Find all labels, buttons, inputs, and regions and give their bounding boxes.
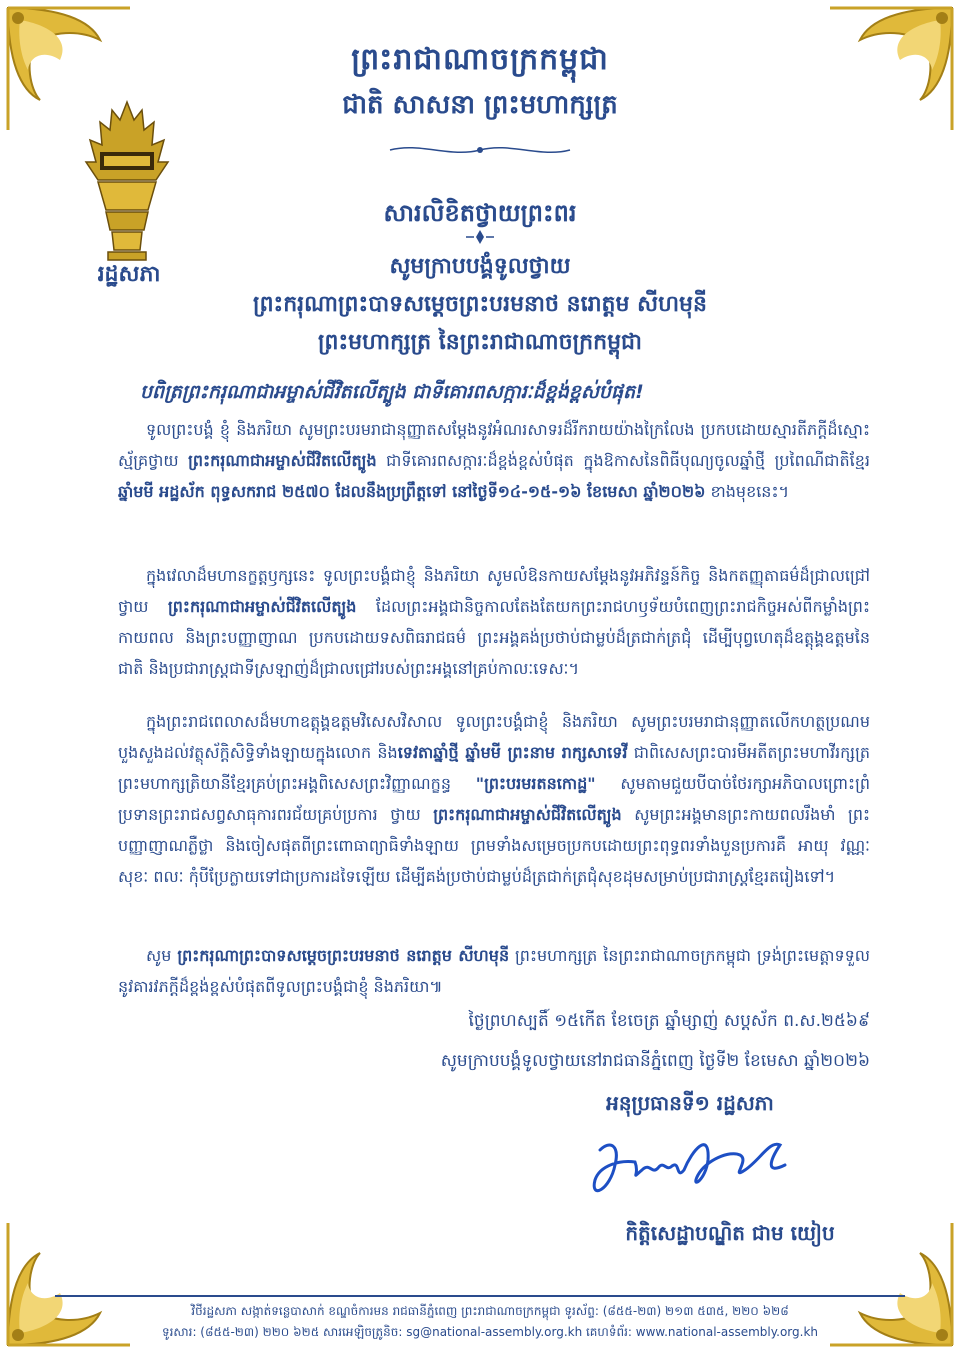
paragraph-text: ដែលព្រះអង្គជានិច្ចកាលតែងតែយកព្រះរាជហឫទ័យបំពេញព្រះរាជកិច្ចអស់ពីកម្លាំងព្រះកាយពល និងព្រះបញ្ញាញាណ ប្រកបដោយទសពិធរាជធម៌ ព្រះអង្គគង់ប្រថាប់ជាម្លប់ដ៏ត្រជាក់ត្រជុំ ដើម្បីបុព្វហេតុដ៏ឧត្តុង្គឧត្តមនៃជាតិ និងប្រជារាស្ត្រជាទីស្រឡាញ់ដ៏ជ្រាលជ្រៅរបស់ព្រះអង្គនៅគ្រប់កាលៈទេសៈ។ bbox=[118, 597, 870, 678]
title-ornament-icon bbox=[462, 228, 498, 246]
national-motto: ជាតិ សាសនា ព្រះមហាក្សត្រ bbox=[342, 90, 618, 120]
footer-contact: ទូរសារ: (៨៥៥-២៣) ២២០ ៦២៥ សារអេឡិចត្រូនិច: sg@national-assembly.org.kh គេហទំព័រ: www.national-assembly.org.kh bbox=[161, 1325, 819, 1339]
footer-divider bbox=[55, 1295, 905, 1297]
signer-title: អនុប្រធានទី១ រដ្ឋសភា bbox=[606, 1091, 774, 1115]
signer-name: កិត្តិសេដ្ឋាបណ្ឌិត ជាម យៀប bbox=[625, 1221, 835, 1245]
paragraph-emphasis: ឆ្នាំមមី អដ្ឋស័ក ពុទ្ធសករាជ ២៥៧០ ដែលនឹងប្រព្រឹត្តទៅ នៅថ្ងៃទី១៤-១៥-១៦ ខែមេសា ឆ្នាំ២០២៦ bbox=[118, 482, 706, 501]
paragraph-text: ព្រះមហាក្សត្រ នៃព្រះរាជាណាចក្រកម្ពុជា ទ្រង់ព្រះមេត្តាទទួលនូវគារវភក្តីដ៏ខ្ពង់ខ្ពស់បំផុតពីទូលព្រះបង្គំជាខ្ញុំ និងភរិយា៕ bbox=[118, 946, 870, 996]
paragraph-emphasis: "ព្រះបរមរតនកោដ្ឋ" bbox=[475, 774, 596, 793]
address-line-2: ព្រះករុណាព្រះបាទសម្តេចព្រះបរមនាថ នរោត្តម សីហមុនី bbox=[253, 292, 707, 317]
senate-label: រដ្ឋសភា bbox=[97, 262, 161, 287]
body-paragraph-3 bbox=[118, 706, 870, 892]
body-paragraph-1 bbox=[118, 414, 870, 507]
paragraph-text: ទូលព្រះបង្គំ ខ្ញុំ និងភរិយា សូមព្រះបរមរាជានុញ្ញាតសម្តែងនូវអំណរសាទរដ៏រីករាយយ៉ាងក្រៃលែង ប្រកបដោយស្មារតីភក្តីដ៏ស្មោះស្ម័គ្រថ្វាយ bbox=[118, 420, 870, 470]
kingdom-heading: ព្រះរាជាណាចក្រកម្ពុជា bbox=[351, 42, 609, 77]
paragraph-text: ខាងមុខនេះ។ bbox=[705, 482, 790, 501]
paragraph-text: សូម bbox=[146, 946, 178, 965]
paragraph-text: សូមព្រះអង្គមានព្រះកាយពលរឹងមាំ ព្រះបញ្ញាញាណភ្លឺថ្លា និងចៀសផុតពីព្រះពោធាព្យាធិទាំងឡាយ ព្រមទាំងសម្រេចប្រកបដោយព្រះពុទ្ធពរទាំងបួនប្រការគឺ អាយុ វណ្ណៈ សុខៈ ពលៈ កុំបីប្រែក្លាយទៅជាប្រការដទៃឡើយ ដើម្បីគង់ប្រថាប់ជាម្លប់ដ៏ត្រជាក់ត្រជុំសុខដុមសម្រាប់ប្រជារាស្ត្រខ្មែរតរៀងទៅ។ bbox=[118, 805, 870, 886]
paragraph-text: ជាពិសេសព្រះបារមីអតីតព្រះមហាវីរក្សត្រ ព្រះមហាក្សត្រិយានីខ្មែរគ្រប់ព្រះអង្គពិសេសព្រះវិញ្ញាណក្ខន្ធ bbox=[118, 743, 870, 793]
document-title: សារលិខិតថ្វាយព្រះពរ bbox=[383, 199, 577, 227]
body-paragraph-2 bbox=[118, 560, 870, 684]
address-line-3: ព្រះមហាក្សត្រ នៃព្រះរាជាណាចក្រកម្ពុជា bbox=[317, 330, 643, 355]
paragraph-emphasis: ព្រះករុណាជាអម្ចាស់ជីវិតលើត្បូង bbox=[188, 451, 377, 470]
header-divider-ornament bbox=[380, 140, 580, 160]
salutation: បពិត្រព្រះករុណាជាអម្ចាស់ជីវិតលើត្បូង ជាទីគោរពសក្ការៈដ៏ខ្ពង់ខ្ពស់បំផុត! bbox=[140, 381, 644, 403]
body-paragraph-4 bbox=[118, 940, 870, 1002]
handwritten-signature bbox=[580, 1120, 810, 1220]
lunar-date: ថ្ងៃព្រហស្បតិ៍ ១៥កើត ខែចេត្រ ឆ្នាំម្សាញ់ សប្តស័ក ព.ស.២៥៦៩ bbox=[468, 1011, 870, 1031]
paragraph-emphasis: ព្រះករុណាជាអម្ចាស់ជីវិតលើត្បូង bbox=[433, 805, 622, 824]
paragraph-text: សូមតាមជួយបីបាច់ថែរក្សាអភិបាលព្រោះព្រំប្រទានព្រះរាជសព្វសាធុការពរជ័យគ្រប់ប្រការ ថ្វាយ bbox=[118, 774, 870, 824]
paragraph-text: ក្នុងវេលាដ៏មហានក្ខត្តឫក្សនេះ ទូលព្រះបង្គំជាខ្ញុំ និងភរិយា សូមលំឱនកាយសម្តែងនូវអភិវន្ទន៍កិច្ច និងកតញ្ញុតាធម៌ដ៏ជ្រាលជ្រៅថ្វាយ bbox=[118, 566, 870, 616]
paragraph-emphasis: ព្រះករុណាព្រះបាទសម្តេចព្រះបរមនាថ នរោត្តម សីហមុនី bbox=[177, 946, 510, 965]
solar-date: សូមក្រាបបង្គំទូលថ្វាយនៅរាជធានីភ្នំពេញ ថ្ងៃទី២ ខែមេសា ឆ្នាំ២០២៦ bbox=[440, 1051, 870, 1071]
paragraph-emphasis: ព្រះករុណាជាអម្ចាស់ជីវិតលើត្បូង bbox=[167, 597, 357, 616]
address-line-1: សូមក្រាបបង្គំទូលថ្វាយ bbox=[389, 254, 571, 279]
paragraph-text: ជាទីគោរពសក្ការៈដ៏ខ្ពង់ខ្ពស់បំផុត ក្នុងឱកាសនៃពិធីបុណ្យចូលឆ្នាំថ្មី ប្រពៃណីជាតិខ្មែរ bbox=[376, 451, 870, 470]
paragraph-emphasis: ទេវតាឆ្នាំថ្មី ឆ្នាំមមី ព្រះនាម រាក្សសាទេវី bbox=[397, 743, 628, 762]
footer-address: វិថីរដ្ឋសភា សង្កាត់ទន្លេបាសាក់ ខណ្ឌចំការមន រាជធានីភ្នំពេញ ព្រះរាជាណាចក្រកម្ពុជា ទូរស័ព្ទ: (៨៥៥-២៣) ២១៣ ៥៣៥, ២២០ ៦២៨ bbox=[191, 1304, 789, 1318]
paragraph-text: ក្នុងព្រះរាជពេលាសដ៏មហាឧត្តុង្គឧត្តមវិសេសវិសាល ទូលព្រះបង្គំជាខ្ញុំ និងភរិយា សូមព្រះបរមរាជានុញ្ញាតលើកហត្ថប្រណមបួងសួងដល់វត្ថុស័ក្តិសិទ្ធិទាំងឡាយក្នុងលោក និង bbox=[118, 712, 870, 762]
